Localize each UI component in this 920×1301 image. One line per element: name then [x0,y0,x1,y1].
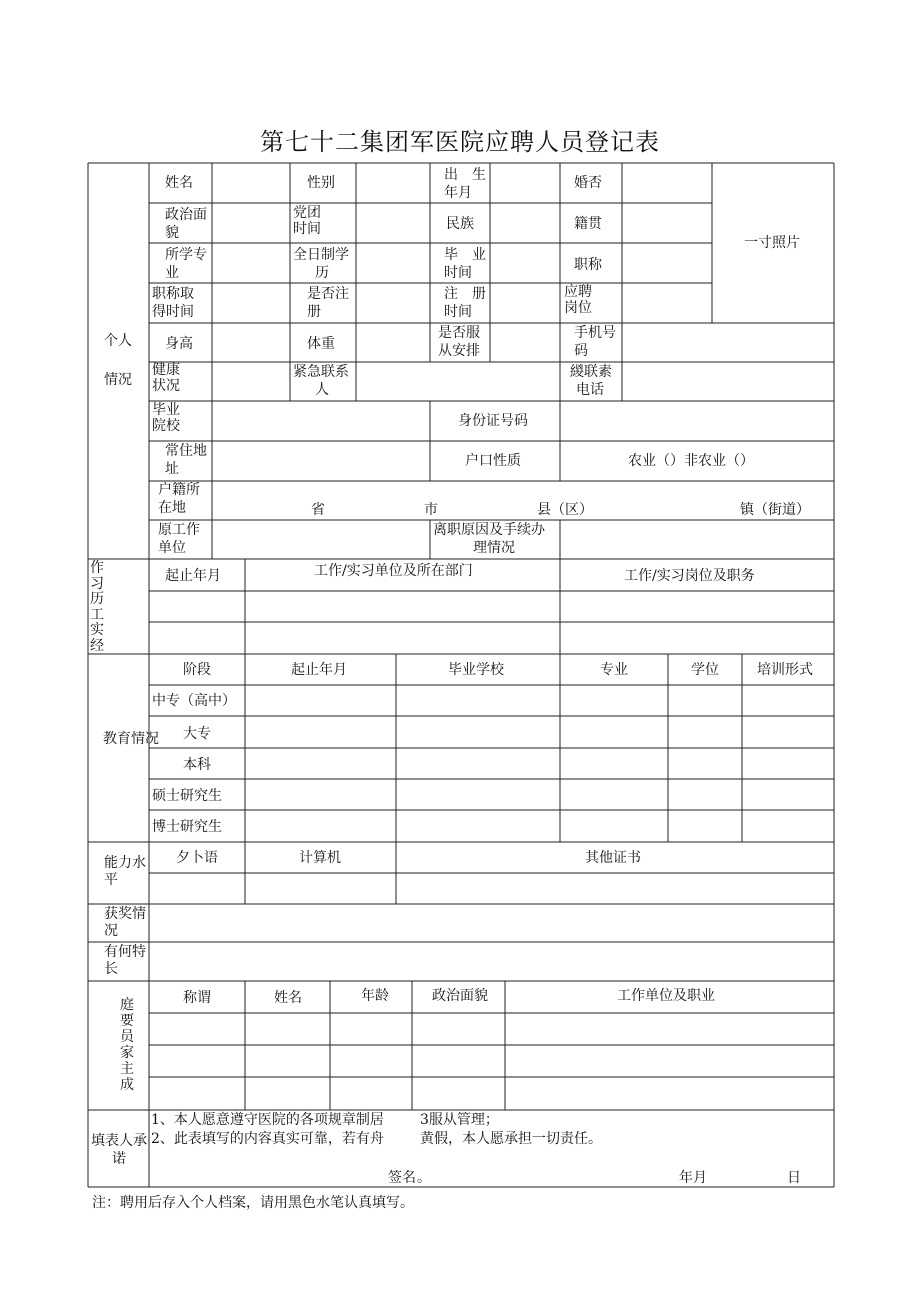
label-gradschool-2: 院校 [152,418,180,434]
label-title-rank: 职称 [574,257,602,273]
pledge-line-1: 1、本人愿意遵守医院的各项规章制居 [151,1112,384,1128]
section-family: 庭要员家主成 [120,997,134,1093]
edu-stage-college: 大专 [183,726,211,742]
form-title: 第七十二集团军医院应聘人员登记表 [260,128,660,156]
label-gender: 性别 [307,175,335,191]
label-leave-reason-2: 理情况 [473,540,515,556]
label-registered-2: 册 [307,304,321,320]
label-titletime-2: 得时间 [152,304,194,320]
label-fulltime-1: 全日制学 [293,247,349,263]
label-political-2: 貌 [165,225,179,241]
label-former-unit-2: 单位 [158,540,186,556]
label-specialty: 有何特长 [104,944,146,977]
label-gradtime-2: 时间 [444,265,472,281]
label-health-1: 健康 [152,362,180,378]
ability-computer: 计算机 [299,850,341,866]
label-town: 镇（街道） [740,502,810,518]
label-registered-1: 是否注 [307,286,349,302]
section-pledge: 填表人承诺 [91,1133,147,1167]
label-weight: 体重 [307,336,335,352]
label-hukou-type: 户口性质 [465,453,521,469]
label-hukou-loc-2: 在地 [158,500,186,516]
work-header-unit: 工作/实习单位及所在部门 [314,563,473,579]
work-header-period: 起止年月 [165,568,221,584]
pledge-sign-label: 签名 [388,1170,416,1186]
label-major-2: 业 [165,265,179,281]
edu-header-degree: 学位 [691,662,719,678]
label-apply-post-2: 岗位 [564,300,592,316]
edu-header-major: 专业 [600,662,628,678]
photo-box-label: 一寸照片 [744,235,800,251]
work-header-post: 工作/实习岗位及职务 [624,568,755,584]
edu-stage-bachelor: 本科 [183,757,211,773]
pledge-line-3: 3服从管理； [420,1112,499,1128]
label-address-2: 址 [165,461,179,477]
edu-stage-secondary: 中专（高中） [152,693,236,709]
edu-header-school: 毕业学校 [448,662,504,678]
family-header-age: 年龄 [361,988,389,1004]
label-birth-1: 出 生 [444,167,486,183]
label-former-unit-1: 原工作 [158,522,200,538]
label-obey-1: 是否服 [438,325,480,341]
label-regtime-2: 时间 [444,304,472,320]
family-header-political: 政治面貌 [432,988,488,1004]
edu-header-period: 起止年月 [291,662,347,678]
label-awards: 获奖情况 [104,906,146,939]
label-fulltime-2: 历 [315,265,329,281]
section-education: 教育情况 [103,731,159,747]
label-county: 县（区） [537,502,593,518]
family-header-name: 姓名 [274,990,302,1006]
label-mobile-2: 码 [574,343,588,359]
label-emergency-2: 人 [315,382,329,398]
label-gradtime-1: 毕 业 [444,247,486,263]
hukou-options[interactable]: 农业（）非农业（） [628,453,754,469]
section-ability: 能力水平 [104,855,146,888]
label-party-1: 党团 [293,205,321,221]
label-height: 身高 [165,336,193,352]
pledge-sign-dot: 。 [417,1170,431,1186]
pledge-line-2: 2、此表填写的内容真实可靠，若有舟 [151,1131,384,1147]
label-political-1: 政治面 [165,207,207,223]
label-marital: 婚否 [574,175,602,191]
label-mobile-1: 手机号 [574,325,616,341]
pledge-day: 日 [787,1170,801,1186]
label-gradschool-1: 毕业 [152,402,180,418]
label-hukou-loc-1: 户籍所 [158,482,200,498]
pledge-line-4: 黄假，本人愿承担一切责任。 [420,1131,602,1147]
family-header-relation: 称谓 [183,990,211,1006]
label-emergency-phone-1: 緵联素 [570,364,612,380]
ability-other-certs: 其他证书 [585,850,641,866]
label-regtime-1: 注 册 [444,286,486,302]
label-leave-reason-1: 离职原因及手续办 [433,522,545,538]
label-native: 籍贯 [574,216,602,232]
label-province: 省 [311,502,325,518]
edu-header-training: 培训形式 [757,662,813,678]
label-party-2: 时间 [293,221,321,237]
label-titletime-1: 职称取 [152,286,194,302]
label-emergency-phone-2: 电话 [576,382,604,398]
label-obey-2: 从安排 [438,343,480,359]
label-city: 市 [424,502,438,518]
pledge-year-month: 年月 [679,1170,707,1186]
section-personal-line1: 个人 [104,333,132,349]
label-major-1: 所学专 [165,247,207,263]
edu-header-stage: 阶段 [183,662,211,678]
label-health-2: 状况 [152,378,180,394]
label-id-number: 身份证号码 [458,413,528,429]
label-address-1: 常住地 [165,443,207,459]
label-name: 姓名 [165,175,193,191]
label-apply-post-1: 应聘 [564,284,592,300]
label-emergency-1: 紧急联系 [293,364,349,380]
ability-foreign-language: 夕卜语 [176,850,218,866]
edu-stage-master: 硕士研究生 [152,788,222,804]
edu-stage-doctor: 博士研究生 [152,819,222,835]
label-birth-2: 年月 [444,185,472,201]
footer-note: 注：聘用后存入个人档案，请用黑色水笔认真填写。 [92,1195,414,1211]
label-ethnic: 民族 [446,216,474,232]
family-header-work: 工作单位及职业 [617,988,715,1004]
section-work: 作习历工实经 [90,560,104,654]
section-personal-line2: 情况 [104,372,132,388]
